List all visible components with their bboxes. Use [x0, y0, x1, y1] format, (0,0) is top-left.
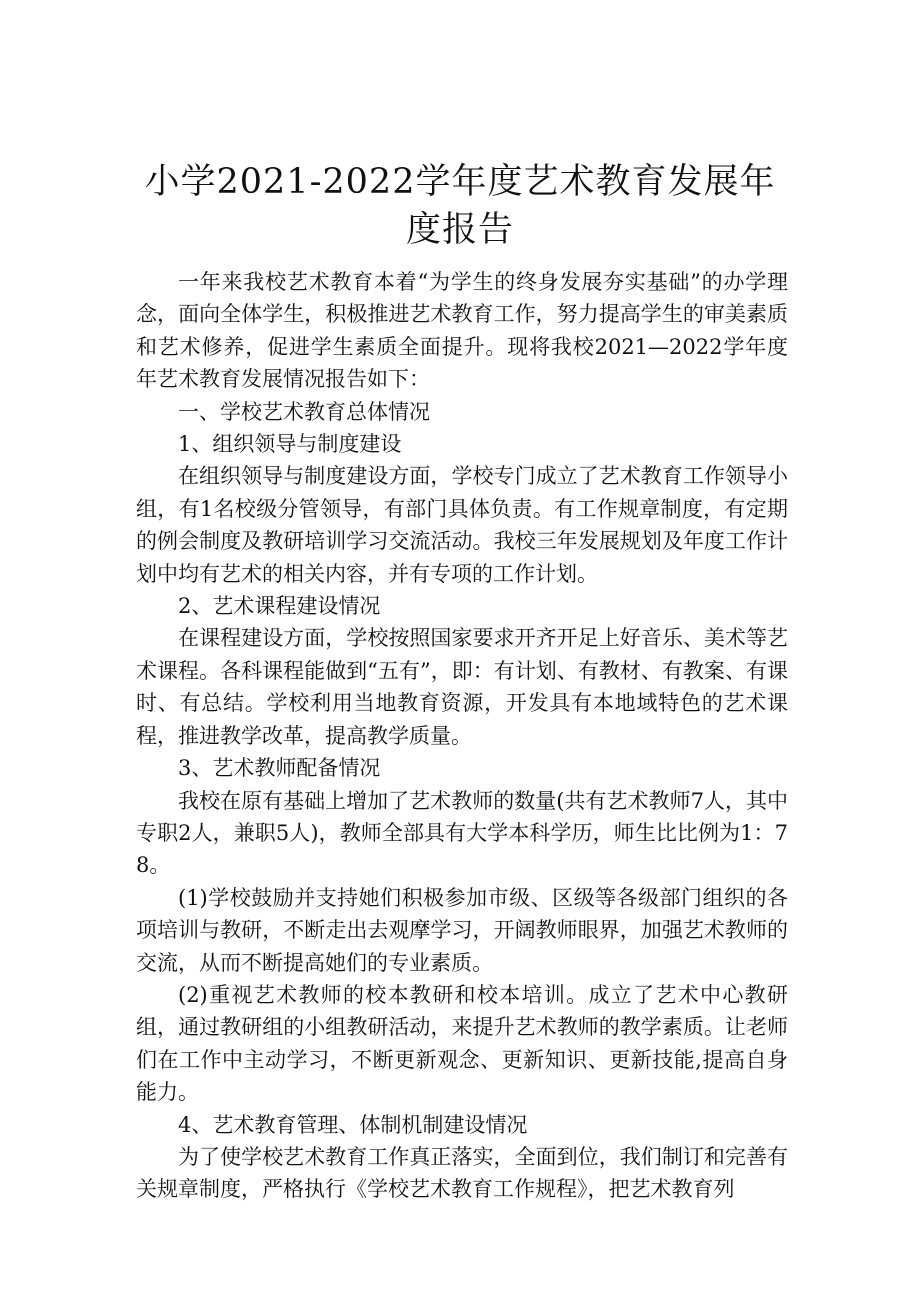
list-item-1: (1)学校鼓励并支持她们积极参加市级、区级等各级部门组织的各项培训与教研，不断走出去观摩学习，开阔教师眼界，加强艺术教师的交流，从而不断提高她们的专业素质。 — [136, 885, 788, 975]
subsection-heading-2: 2、艺术课程建设情况 — [178, 594, 381, 619]
intro-paragraph: 一年来我校艺术教育本着“为学生的终身发展夯实基础”的办学理念，面向全体学生，积极推进艺术教育工作，努力提高学生的审美素质和艺术修养，促进学生素质全面提升。现将我校2021—2022学年度年艺术教育发展情况报告如下： — [136, 270, 788, 392]
subsection-heading-1: 1、组织领导与制度建设 — [178, 432, 402, 457]
list-item-2: (2)重视艺术教师的校本教研和校本培训。成立了艺术中心教研组，通过教研组的小组教研活动，来提升艺术教师的教学素质。让老师们在工作中主动学习，不断更新观念、更新知识、更新技能,提高自身能力。 — [136, 982, 788, 1105]
document-title: 小学2021-2022学年度艺术教育发展年度报告 — [144, 162, 776, 250]
section-heading-1: 一、学校艺术教育总体情况 — [178, 399, 430, 424]
subsection-heading-4: 4、艺术教育管理、体制机制建设情况 — [178, 1112, 528, 1137]
body-paragraph: 为了使学校艺术教育工作真正落实，全面到位，我们制订和完善有关规章制度，严格执行《学校艺术教育工作规程》，把艺术教育列 — [136, 1144, 788, 1202]
body-paragraph: 在课程建设方面，学校按照国家要求开齐开足上好音乐、美术等艺术课程。各科课程能做到“五有”，即：有计划、有教材、有教案、有课时、有总结。学校利用当地教育资源，开发具有本地域特色的艺术课程，推进教学改革，提高教学质量。 — [136, 626, 788, 748]
body-paragraph: 在组织领导与制度建设方面，学校专门成立了艺术教育工作领导小组，有1名校级分管领导，有部门具体负责。有工作规章制度，有定期的例会制度及教研培训学习交流活动。我校三年发展规划及年度工作计划中均有艺术的相关内容，并有专项的工作计划。 — [136, 464, 788, 586]
document-body — [136, 266, 788, 1206]
subsection-heading-3: 3、艺术教师配备情况 — [178, 756, 381, 781]
body-paragraph: 我校在原有基础上增加了艺术教师的数量(共有艺术教师7人，其中专职2人，兼职5人)，教师全部具有大学本科学历，师生比比例为1：78。 — [136, 788, 788, 878]
